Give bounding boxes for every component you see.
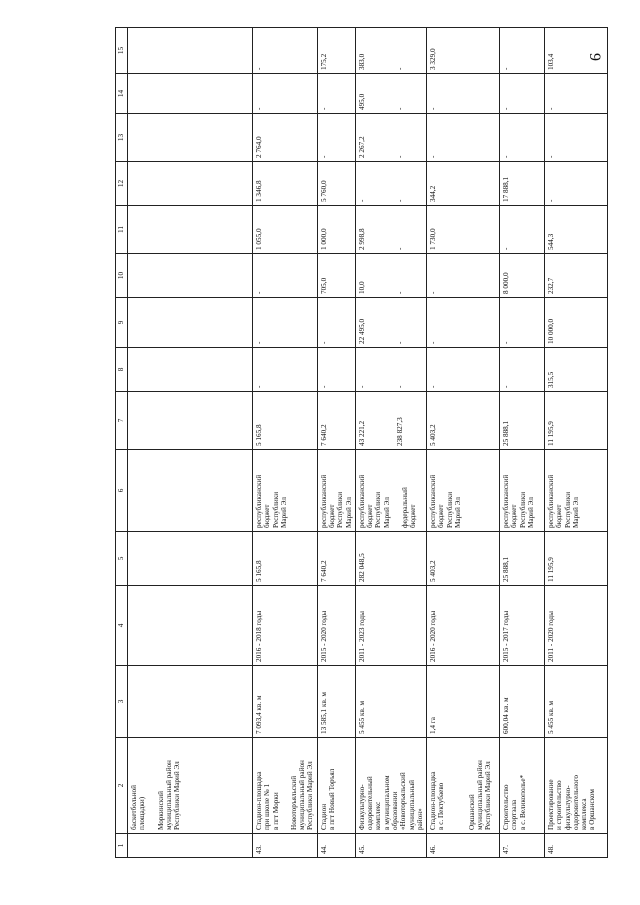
name-cell: Стадион-площадка при школе № 1 в пгт Морки Новоторъяльский муниципальный район Республики Марий Эл: [253, 738, 318, 834]
value-cell: 3 329,0: [427, 28, 500, 74]
value-cell: -: [545, 114, 608, 162]
value-cell: -: [253, 298, 318, 348]
source-cell: республиканский бюджет Республики Марий Эл федеральный бюджет: [355, 450, 426, 532]
value-cell: -: [500, 74, 545, 114]
value-cell: 5 165,8: [253, 392, 318, 450]
table-row: [500, 28, 545, 858]
value-cell: -: [317, 298, 355, 348]
value-cell: 7 640,2: [317, 392, 355, 450]
value-cell: -: [545, 74, 608, 114]
value-cell: 8 000,0: [500, 254, 545, 298]
source-cell: республиканский бюджет Республики Марий Эл: [545, 450, 608, 532]
name-cell: Стадион в пгт Новый Торъял: [317, 738, 355, 834]
capacity-cell: 13 585,1 кв. м: [317, 666, 355, 738]
data-table: [115, 27, 608, 858]
table-row: [317, 28, 355, 858]
header-row: [116, 28, 128, 858]
value-cell: -: [500, 298, 545, 348]
value-cell: 103,4: [545, 28, 608, 74]
value-cell: 315,5: [545, 348, 608, 392]
value-cell: 5 760,0: [317, 162, 355, 206]
total-cell: 282 048,5: [355, 532, 426, 586]
value-cell: 1 055,0: [253, 206, 318, 254]
table-row: [355, 28, 426, 858]
value-cell: - -: [355, 162, 426, 206]
value-cell: -: [253, 254, 318, 298]
source-cell: республиканский бюджет Республики Марий Эл: [427, 450, 500, 532]
col-header: 14: [116, 74, 128, 114]
col-header: 3: [116, 666, 128, 738]
period-cell: 2015 - 2020 годы: [317, 586, 355, 666]
value-cell: 344,2: [427, 162, 500, 206]
col-header: 1: [116, 834, 128, 858]
period-cell: 2016 - 2018 годы: [253, 586, 318, 666]
period-cell: 2011 - 2020 годы: [545, 586, 608, 666]
value-cell: 1 730,0: [427, 206, 500, 254]
table-row: [128, 28, 253, 858]
row-number: 44.: [317, 834, 355, 858]
col-header: 7: [116, 392, 128, 450]
value-cell: -: [253, 28, 318, 74]
value-cell: 2 998,8 -: [355, 206, 426, 254]
value-cell: -: [427, 114, 500, 162]
row-number: 45.: [355, 834, 426, 858]
name-cell: баскетбольной площадки) Моркинский муниципальный район Республики Марий Эл: [128, 738, 253, 834]
value-cell: 2 764,0: [253, 114, 318, 162]
capacity-cell: 7 093,4 кв. м: [253, 666, 318, 738]
value-cell: -: [427, 298, 500, 348]
col-header: 12: [116, 162, 128, 206]
total-cell: 7 640,2: [317, 532, 355, 586]
value-cell: 383,0 -: [355, 28, 426, 74]
value-cell: -: [500, 114, 545, 162]
total-cell: 11 195,9: [545, 532, 608, 586]
value-cell: 22 495,0 -: [355, 298, 426, 348]
value-cell: 495,0 -: [355, 74, 426, 114]
name-cell: Строительство спортзала в с. Великополье*: [500, 738, 545, 834]
value-cell: 11 195,9: [545, 392, 608, 450]
value-cell: -: [427, 348, 500, 392]
value-cell: 232,7: [545, 254, 608, 298]
col-header: 5: [116, 532, 128, 586]
table-row: [253, 28, 318, 858]
value-cell: -: [500, 206, 545, 254]
value-cell: -: [317, 348, 355, 392]
value-cell: 10 000,0: [545, 298, 608, 348]
col-header: 13: [116, 114, 128, 162]
capacity-cell: 5 455 кв. м: [355, 666, 426, 738]
period-cell: 2015 - 2017 годы: [500, 586, 545, 666]
value-cell: 2 267,2 -: [355, 114, 426, 162]
row-number: 46.: [427, 834, 500, 858]
value-cell: -: [253, 348, 318, 392]
row-number: 43.: [253, 834, 318, 858]
value-cell: 43 221,2 238 827,3: [355, 392, 426, 450]
value-cell: 5 403,2: [427, 392, 500, 450]
col-header: 6: [116, 450, 128, 532]
period-cell: 2011 - 2023 годы: [355, 586, 426, 666]
value-cell: -: [427, 74, 500, 114]
value-cell: -: [427, 254, 500, 298]
row-number: 48.: [545, 834, 608, 858]
value-cell: 1 000,0: [317, 206, 355, 254]
value-cell: -: [500, 28, 545, 74]
period-cell: 2016 - 2020 годы: [427, 586, 500, 666]
total-cell: 5 165,8: [253, 532, 318, 586]
col-header: 8: [116, 348, 128, 392]
value-cell: 17 888,1: [500, 162, 545, 206]
value-cell: -: [317, 114, 355, 162]
col-header: 11: [116, 206, 128, 254]
source-cell: республиканский бюджет Республики Марий Эл: [317, 450, 355, 532]
name-cell: Проектирование и строительство физкультурно- оздоровительного комплекса в Оршанском: [545, 738, 608, 834]
capacity-cell: 5 455 кв. м: [545, 666, 608, 738]
col-header: 15: [116, 28, 128, 74]
total-cell: 25 888,1: [500, 532, 545, 586]
capacity-cell: 1,4 га: [427, 666, 500, 738]
value-cell: -: [317, 74, 355, 114]
rotated-table-container: [115, 28, 615, 858]
value-cell: 25 888,1: [500, 392, 545, 450]
value-cell: 1 346,8: [253, 162, 318, 206]
table-row: [545, 28, 608, 858]
table-row: [427, 28, 500, 858]
row-number: 47.: [500, 834, 545, 858]
value-cell: 10,0 -: [355, 254, 426, 298]
name-cell: Стадион-площадка в с. Пектубаево Оршанский муниципальный район Республики Марий Эл: [427, 738, 500, 834]
col-header: 4: [116, 586, 128, 666]
name-cell: Физкультурно- оздоровительный комплекс в муниципальном образовании «Новоторъяльский муниципальный район»: [355, 738, 426, 834]
value-cell: 705,0: [317, 254, 355, 298]
value-cell: -: [253, 74, 318, 114]
value-cell: - -: [355, 348, 426, 392]
source-cell: республиканский бюджет Республики Марий Эл: [500, 450, 545, 532]
page-number: 9: [586, 53, 603, 61]
capacity-cell: 600,04 кв. м: [500, 666, 545, 738]
total-cell: 5 403,2: [427, 532, 500, 586]
value-cell: -: [500, 348, 545, 392]
col-header: 9: [116, 298, 128, 348]
col-header: 10: [116, 254, 128, 298]
source-cell: республиканский бюджет Республики Марий Эл: [253, 450, 318, 532]
col-header: 2: [116, 738, 128, 834]
value-cell: -: [545, 162, 608, 206]
value-cell: 544,3: [545, 206, 608, 254]
value-cell: 175,2: [317, 28, 355, 74]
